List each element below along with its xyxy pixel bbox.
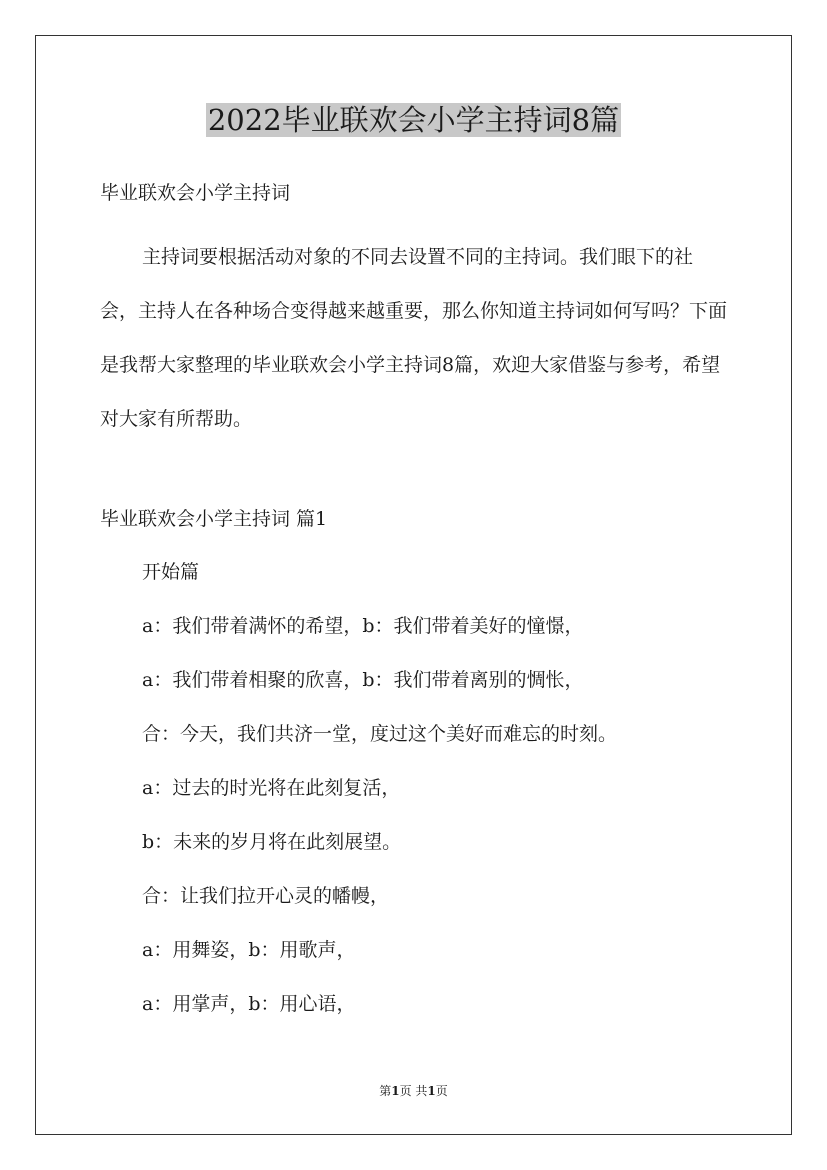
document-title (0, 98, 827, 142)
section-line: a：过去的时光将在此刻复活， (142, 777, 401, 799)
intro-paragraph: 主持词要根据活动对象的不同去设置不同的主持词。我们眼下的社会，主持人在各种场合变得越来越重要，那么你知道主持词如何写吗？下面是我帮大家整理的毕业联欢会小学主持词8篇，欢迎大家借鉴与参考，希望对大家有所帮助。 (100, 246, 728, 430)
section-line: a：我们带着满怀的希望，b：我们带着美好的憧憬， (142, 615, 584, 637)
section-heading: 毕业联欢会小学主持词 篇1 (100, 508, 328, 530)
section-line: a：我们带着相聚的欣喜，b：我们带着离别的惆怅， (142, 669, 584, 691)
footer-page-mid: 页 共 (399, 1084, 428, 1098)
footer-page-prefix: 第 (379, 1084, 392, 1098)
page-footer (0, 1082, 827, 1100)
footer-page-suffix: 页 (435, 1084, 448, 1098)
section-line: 合：今天，我们共济一堂，度过这个美好而难忘的时刻。 (142, 723, 618, 745)
subtitle: 毕业联欢会小学主持词 (100, 182, 291, 204)
section-line: a：用掌声，b：用心语， (142, 993, 356, 1015)
section-line: b：未来的岁月将在此刻展望。 (142, 831, 402, 853)
section-line: a：用舞姿，b：用歌声， (142, 939, 356, 961)
section-line: 合：让我们拉开心灵的幡幔， (142, 885, 390, 907)
section-line: 开始篇 (142, 561, 200, 583)
footer-page-number: 1 (391, 1084, 400, 1098)
footer-page-total: 1 (427, 1084, 436, 1098)
document-title-text: 2022毕业联欢会小学主持词8篇 (207, 103, 620, 137)
